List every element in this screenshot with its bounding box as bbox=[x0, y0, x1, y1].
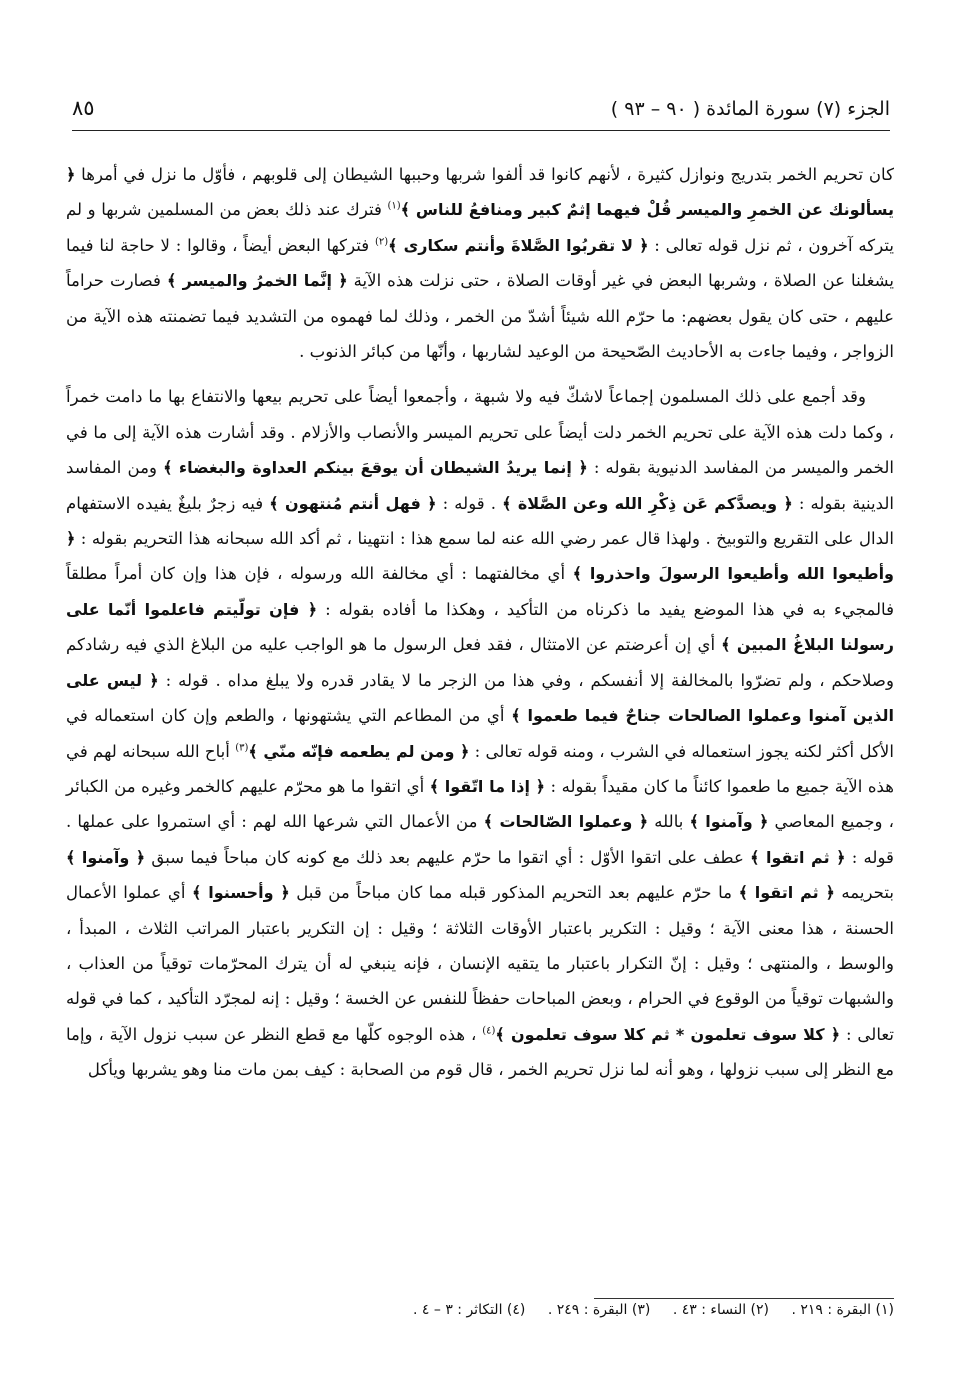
footnote: (٣) البقرة : ٢٤٩ . bbox=[547, 1302, 651, 1318]
footnote: (١) البقرة : ٢١٩ . bbox=[791, 1302, 894, 1318]
text-run: وقد أجمع على ذلك المسلمون إجماعاً لاشكّ فيه ولا شبهة ، وأجمعوا أيضاً على تحريم بيعها والانتفاع بها ما دامت خمراً ، وكما دلت هذه الآية على تحريم الخمر دلت أيضاً على تحريم الميسر والأنصاب والأزلام . وقد أشارت هذه الآية إلى ما في الخمر والميسر من المفاسد الدنيوية بقوله : bbox=[66, 387, 894, 478]
text-run: عطف على اتقوا الأوّل : أي اتقوا ما حرّم عليهم بعد ذلك مع كونه كان مباحاً فيما سبق bbox=[145, 847, 751, 867]
text-run: ، هذه الوجوه كلّها مع قطع النظر عن سبب نزول الآية ، وإما مع النظر إلى سبب نزولها ، وهو أنه لما نزل تحريم الخمر ، قال قوم من الصحابة : كيف بمن مات منا وهو يشربها ويأكل bbox=[66, 1024, 894, 1080]
quran-quote: ﴿ وآمنوا ﴾ bbox=[689, 812, 769, 832]
footnote-ref: (٢) bbox=[374, 236, 389, 248]
quran-quote: ﴿ كلا سوف تعلمون * ثم كلا سوف تعلمون ﴾ bbox=[495, 1024, 841, 1044]
text-run: أي من المطاعم التي يشتهونها ، والطعم وإن كان استعماله في الأكل أكثر لكنه يجوز استعماله في الشرب ، ومنه قوله تعالى : bbox=[66, 706, 894, 761]
text-run: كان تحريم الخمر بتدريج ونوازل كثيرة ، لأنهم كانوا قد ألفوا شربها وحببها الشيطان إلى قلوبهم ، فأوّل ما نزل في أمرها bbox=[75, 165, 894, 184]
text-run: أي عملوا الأعمال الحسنة ، هذا معنى الآية ؛ وقيل : التكرير باعتبار الأوقات الثلاثة ؛ وقيل : إن التكرير باعتبار المراتب الثلاث ، المبدأ ، والوسط ، والمنتهى ؛ وقيل : إنّ التكرار باعتبار ما يتقيه الإنسان ، فإنه ينبغي له أن يترك المحرّمات توقياً من العذاب ، والشبهات توقياً من الوقوع في الحرام ، وبعض المباحات حفظاً للنفس عن الخسة ؛ وقيل : إنه لمجرّد التأكيد ، كما في قوله تعالى : bbox=[66, 883, 894, 1044]
text-run: أي اتقوا ما هو محرّم عليهم كالخمر وغيره من الكبائر ، وجميع المعاصي bbox=[66, 776, 895, 832]
quran-quote: ﴿ فإن تولّيتم فاعلموا أنّما على رسولنا البلاغُ المبين ﴾ bbox=[66, 599, 894, 655]
quran-quote: ﴿ إنما يريدُ الشيطان أن يوقعَ بينكم العداوة والبغضاء ﴾ bbox=[163, 458, 588, 478]
text-run: أي إن أعرضتم عن الامتثال ، فقد فعل الرسول ما هو الواجب عليه من البلاغ الذي فيه رشادكم وصلاحكم ، ولم تضرّوا بالمخالفة إلا أنفسكم ، وفي هذا من الزجر ما لا يقادر قدره ولا يبلغ مداه . قوله : bbox=[66, 635, 894, 690]
text-run: بالله bbox=[648, 812, 690, 832]
page-header bbox=[72, 98, 890, 131]
footnote: (٢) النساء : ٤٣ . bbox=[672, 1302, 770, 1318]
running-title: الجزء (٧) سورة المائدة ( ٩٠ – ٩٣ ) bbox=[610, 98, 890, 120]
quran-quote: ﴿ يسألونك عن الخمرِ والميسر قُلْ فيهما إثمٌ كبير ومنافعُ للناس ﴾ bbox=[66, 165, 894, 220]
quran-quote: ﴿ وعملوا الصّالحات ﴾ bbox=[483, 812, 649, 832]
main-text bbox=[66, 157, 894, 1088]
text-run: ما حرّم عليهم بعد التحريم المذكور قبله مما كان مباحاً من قبل bbox=[289, 883, 739, 903]
footnote-ref: (١) bbox=[387, 200, 401, 212]
quran-quote: ﴿ ليس على الذين آمنوا وعملوا الصالحات جناحٌ فيما طعموا ﴾ bbox=[66, 670, 895, 726]
text-run: من الأعمال التي شرعها الله لهم : أي استمروا على عملها . قوله : bbox=[66, 812, 894, 867]
quran-quote: ﴿ ثم اتقوا ﴾ bbox=[738, 883, 835, 903]
text-run: بتحريمه bbox=[834, 883, 894, 903]
page-number: ٨٥ bbox=[72, 96, 95, 120]
footnote-divider bbox=[594, 1298, 894, 1299]
quran-quote: ﴿ وأحسنوا ﴾ bbox=[192, 883, 290, 903]
text-run: . قوله : bbox=[436, 493, 503, 513]
quran-quote: ﴿ فهل أنتم مُنتهون ﴾ bbox=[269, 493, 437, 513]
quran-quote: ﴿ إذا ما اتّقوا ﴾ bbox=[429, 776, 546, 796]
quran-quote: ﴿ ومن لم يطعمه فإنّه منّي ﴾ bbox=[248, 741, 470, 761]
footnotes bbox=[300, 1302, 894, 1318]
quran-quote: ﴿ إنَّما الخمرُ والميسر ﴾ bbox=[166, 271, 348, 291]
quran-quote: ﴿ وأطيعوا الله وأطيعوا الرسولَ واحذروا ﴾ bbox=[66, 529, 895, 584]
quran-quote: ﴿ ثم اتقوا ﴾ bbox=[750, 847, 846, 867]
text-run: ومن المفاسد الدينية بقوله : bbox=[66, 458, 895, 513]
text-run: فيه زجرٌ بليغٌ يفيده الاستفهام الدال على التقريع والتوبيخ . ولهذا قال عمر رضي الله عنه لما سمع هذا : انتهينا ، ثم أكد الله سبحانه هذا التحريم بقوله : bbox=[66, 493, 894, 549]
quran-quote: ﴿ لا تقربُوا الصَّلاةَ وأنتم سكارى ﴾ bbox=[388, 235, 649, 255]
quran-quote: ﴿ وآمنوا ﴾ bbox=[66, 847, 146, 867]
footnote: (٤) التكاثر : ٣ – ٤ . bbox=[412, 1302, 526, 1318]
text-run: أي مخالفتهما : أي مخالفة الله ورسوله ، فإن هذا وإن كان أمراً مطلقاً فالمجيء به في هذا الموضع يفيد ما ذكرناه من التأكيد ، وهكذا ما أفاده بقوله : bbox=[66, 564, 894, 619]
quran-quote: ﴿ ويصدَّكم عَن ذِكْرِ الله وعن الصَّلاة ﴾ bbox=[502, 493, 793, 513]
text-run: فتركها البعض أيضاً ، وقالوا : لا حاجة لنا فيما يشغلنا عن الصلاة ، وشربها البعض في غير أوقات الصلاة ، حتى نزلت هذه الآية bbox=[66, 235, 895, 291]
footnote-ref: (٤) bbox=[482, 1025, 496, 1037]
text-run: فترك عند ذلك بعض من المسلمين شربها و لم يتركه آخرون ، ثم نزل قوله تعالى : bbox=[66, 200, 894, 255]
text-run: فصارت حراماً عليهم ، حتى كان يقول بعضهم: ما حرّم الله شيئاً أشدّ من الخمر ، وذلك لما فهموه من التشديد فيما تضمنته هذه الآية من الزواجر ، وفيما جاءت به الأحاديث الصّحيحة من الوعيد لشاربها ، وأنّها من كبائر الذنوب . bbox=[66, 271, 894, 362]
paragraph bbox=[66, 379, 894, 1087]
footnote-ref: (٣) bbox=[235, 741, 249, 753]
paragraph bbox=[66, 157, 894, 369]
text-run: أباح الله سبحانه لهم في هذه الآية جميع ما طعموا كائناً ما كان مقيداً بقوله : bbox=[66, 741, 894, 796]
